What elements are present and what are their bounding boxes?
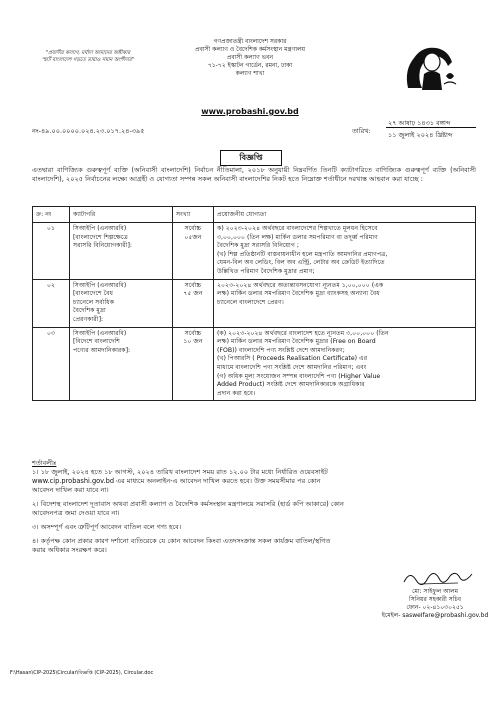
section-name: কল্যাণ শাখা bbox=[235, 70, 265, 77]
header-qualification: প্রয়োজনীয় যোগ্যতা bbox=[214, 207, 476, 223]
category-line: [বাংলাদেশে শিল্পক্ষেত্রে bbox=[73, 233, 128, 241]
date-label: তারিখ: bbox=[352, 127, 371, 135]
row-qualification bbox=[214, 327, 476, 401]
row-category bbox=[70, 279, 173, 327]
row-count bbox=[173, 223, 214, 280]
ministry-name: প্রবাসী কল্যাণ ও বৈদেশিক কর্মসংস্থান মন্ত্রণালয় bbox=[195, 46, 305, 53]
category-line: প্রেরণকারী]: bbox=[73, 315, 104, 323]
category-line: বৈদেশিক মুদ্রা bbox=[73, 307, 106, 315]
memo-number: নং-৪৯.০০.০০০০.০২৪.২৩.০১৭.২৪-৩৯৫ bbox=[32, 127, 145, 135]
condition-line: ১। ১৮ জুলাই, ২০২৪ হতে ১৮ আগস্ট, ২০২৪ তারিখ বাংলাদেশ সময় রাত ১২.০০ টার মধ্যে নির্ধারিত ওয়েবসাইট bbox=[32, 468, 328, 476]
condition-line: ৪। কর্তৃপক্ষ কোন প্রকার কারণ দর্শানো ব্যতিরেকে যে কোন আবেদন কিংবা এতদসংক্রান্ত সকল কার্যক্রম বাতিল/স্থগিত bbox=[32, 537, 331, 545]
date-gregorian: ১১ জুলাই ২০২৪ খ্রিষ্টাব্দ bbox=[388, 131, 453, 139]
qualification-line: লক্ষ) মার্কিন ডলার সমপরিমাণ বৈদেশিক মুদ্রা ব্যাংকসহ অন্যান্য বৈধ bbox=[217, 290, 380, 298]
slogan-line: স্মার্ট বাংলাদেশ গড়তে তারাও সমান অংশীদার" bbox=[41, 56, 134, 63]
condition-item bbox=[32, 537, 476, 555]
signer-designation: সিনিয়র সহকারী সচিব bbox=[409, 596, 461, 603]
qualification-line: লক্ষ) মার্কিন ডলার সমপরিমাণ বৈদেশিক মুদ্রার (Free on Board bbox=[217, 338, 376, 346]
category-line: [বিদেশে বাংলাদেশি bbox=[73, 338, 120, 346]
qualification-line: যেমন-বিল অব লেডিং, বিল অব এন্ট্রি, লেটার অব ক্রেডিট ইত্যাদিতে bbox=[217, 259, 385, 267]
condition-item bbox=[32, 500, 476, 518]
category-line: সরাসরি বিনিয়োগকারী]: bbox=[73, 242, 132, 250]
row-category bbox=[70, 327, 173, 401]
count-line: ০৫জন bbox=[184, 233, 202, 241]
qualification-line: ক) ২০২৩-২০২৪ অর্থবছরে বাংলাদেশের শিল্পখাতে মূলধন হিসেবে bbox=[217, 225, 378, 232]
category-line: পণ্যের আমদানিকারক]: bbox=[73, 346, 131, 354]
website-link[interactable]: www.probashi.gov.bd bbox=[201, 107, 299, 116]
intro-paragraph: এতদ্বারা বাণিজ্যিক গুরুত্বপূর্ণ ব্যক্তি (অনিবাসী বাংলাদেশি) নির্বাচন নীতিমালা, ২০১৮ অনুযায়ী নিম্নবর্ণিত তিনটি ক্যাটাগরিতে বাণিজ্যিক গুরুত্বপূর্ণ ব্যক্তি (অনিবাসী বাংলাদেশি), ২০২৫ নির্বাচনের লক্ষ্যে আগ্রহী ও যোগ্যতা সম্পন্ন সকল অনিবাসী বাংলাদেশির নিকট হতে নিম্নোক্ত শর্তাধীনে দরখাস্ত আহবান করা যাচ্ছে : bbox=[32, 166, 476, 183]
table-row bbox=[33, 327, 476, 401]
table-header-row bbox=[33, 207, 476, 223]
date-divider bbox=[386, 127, 476, 128]
qualification-line: মাধ্যমে বাংলাদেশি পণ্য সংশ্লিষ্ট দেশে আমদানির পরিমাণ; এবং bbox=[217, 363, 367, 371]
category-line: চ্যানেলে সর্বাধিক bbox=[73, 298, 115, 306]
qualification-line: ৩,০০,০০০ (তিন লক্ষ) মার্কিন ডলার সমপরিমাণ বা তদূর্ধ্ব পরিমাণ bbox=[217, 233, 378, 241]
condition-item bbox=[32, 523, 476, 532]
condition-line: ২। বিদেশস্থ বাংলাদেশ দূতাবাস অথবা প্রবাসী কল্যাণ ও বৈদেশিক কর্মসংস্থান মন্ত্রণালয়ে সরাসরি (হার্ড কপি আকারে) কোন bbox=[32, 500, 344, 508]
building-name: প্রবাসী কল্যাণ ভবন bbox=[226, 54, 274, 61]
condition-line: আবেদনপত্র জমা দেওয়া যাবে না। bbox=[32, 509, 120, 517]
count-line: সর্বোচ্চ bbox=[184, 329, 202, 337]
signer-name: মো: সাইফুল আলম bbox=[412, 588, 458, 595]
qualification-line: বৈদেশিক মুদ্রা সরাসরি বিনিয়োগ ; bbox=[217, 242, 299, 250]
qualification-line: (খ) পিআরসি ( Proceeds Realisation Certificate) এর bbox=[217, 355, 368, 363]
row-count bbox=[173, 327, 214, 401]
row-serial: ০২ bbox=[33, 279, 70, 327]
slogan-line: "প্রবাসীর কল্যাণ, মর্যাদা আমাদের অঙ্গীকার bbox=[45, 50, 131, 56]
condition-line: করার অধিকার সংরক্ষণ করে। bbox=[32, 546, 107, 554]
qualification-line: (গ) অধিক মূল্য সংযোজন সম্পন্ন বাংলাদেশি পণ্য (Higher Value bbox=[217, 372, 381, 380]
row-category bbox=[70, 223, 173, 280]
condition-line: আবেদন দাখিল করা যাবে না। bbox=[32, 486, 109, 494]
condition-item bbox=[32, 468, 476, 495]
count-line: ৭৫ জন bbox=[183, 290, 203, 298]
header-category: ক্যাটাগরি bbox=[70, 207, 173, 223]
qualification-line: ২০২৩-২০২৪ অর্থবছরে অত্যন্তাবসনযোগ্য ন্যূনতম ১,০০,০০০ (এক bbox=[217, 281, 384, 289]
count-line: সর্বোচ্চ bbox=[184, 281, 202, 289]
handwritten-signature bbox=[400, 566, 480, 588]
header-serial: ক্র: নং bbox=[33, 207, 70, 223]
count-line: ১০ জন bbox=[183, 338, 203, 346]
row-serial: ০৩ bbox=[33, 327, 70, 401]
row-count bbox=[173, 279, 214, 327]
category-line: [বাংলাদেশে বৈধ bbox=[73, 290, 113, 298]
category-table bbox=[32, 206, 476, 401]
category-line: সিআইপি (এনআরবি) bbox=[73, 281, 127, 289]
category-line: সিআইপি (এনআরবি) bbox=[73, 225, 127, 232]
qualification-line: (খ) শিল্প প্রতিষ্ঠানটি বাস্তবায়নাধীন হলে মন্ত্রপাতি আমদানির প্রমাণপত্র, bbox=[217, 250, 388, 258]
signer-email[interactable]: ইমেইল- sasweIfare@probashi.gov.bd bbox=[381, 612, 489, 619]
date-bangla: ২৭ আষাঢ় ১৪৩১ বঙ্গাব্দ bbox=[388, 119, 451, 127]
slogan bbox=[32, 50, 144, 63]
notice-title: বিজ্ঞপ্তি bbox=[220, 150, 282, 166]
condition-line: ৩। অসম্পূর্ণ এবং ত্রুটিপূর্ণ আবেদন বাতিল বলে গণ্য হবে। bbox=[32, 523, 182, 531]
header-count: সংখ্যা bbox=[173, 207, 214, 223]
row-qualification bbox=[214, 279, 476, 327]
file-path-footer: F:\Hasan\CIP-2025\Circular\বিজ্ঞপ্তি (CIP-2025), Circular.doc bbox=[10, 670, 154, 676]
row-serial: ০১ bbox=[33, 223, 70, 280]
signer-phone: ফোন- ০২-৪১০৩০২৫১ bbox=[406, 604, 464, 611]
conditions-list bbox=[32, 468, 476, 560]
table-row bbox=[33, 223, 476, 280]
qualification-line: উল্লিখিত পরিমাণ বৈদেশিক মুদ্রার প্রমাণ; bbox=[217, 267, 315, 275]
conditions-title: শর্তাবলীঃ bbox=[32, 459, 57, 467]
qualification-line: (ক) ২০২৩-২০২৪ অর্থবছরে বাংলাদেশ হতে ন্যূনতম ৩,০০,০০০ (তিন bbox=[217, 329, 389, 337]
mujib-100-logo bbox=[402, 40, 460, 94]
address: ৭১-৭২ ইস্কাটন গার্ডেন, রমনা, ঢাকা bbox=[207, 62, 293, 69]
row-qualification bbox=[214, 223, 476, 280]
condition-line: www.cip.probashi.gov.bd এর মাধ্যমে অনলাইন-এ আবেদন দাখিল করতে হবে। উক্ত সময়সীমার পর কোন bbox=[32, 477, 321, 485]
qualification-line: Added Product) সংশ্লিষ্ট দেশে আমদানিকারকে অগ্রাধিকার bbox=[217, 381, 365, 389]
qualification-line: চ্যানেলে বাংলাদেশে প্রেরণ। bbox=[217, 298, 284, 306]
count-line: সর্বোচ্চ bbox=[184, 225, 202, 232]
qualification-line: প্রদান করা হবে। bbox=[217, 389, 256, 397]
signer-block bbox=[370, 588, 500, 620]
table-row bbox=[33, 279, 476, 327]
letterhead bbox=[150, 38, 350, 78]
qualification-line: (FOB)) বাংলাদেশি পণ্য সংশ্লিষ্ট দেশে আমদানিকরণ; bbox=[217, 346, 345, 354]
government-name: গণপ্রজাতন্ত্রী বাংলাদেশ সরকার bbox=[213, 38, 287, 45]
category-line: সিআইপি (এনআরবি) bbox=[73, 329, 127, 337]
